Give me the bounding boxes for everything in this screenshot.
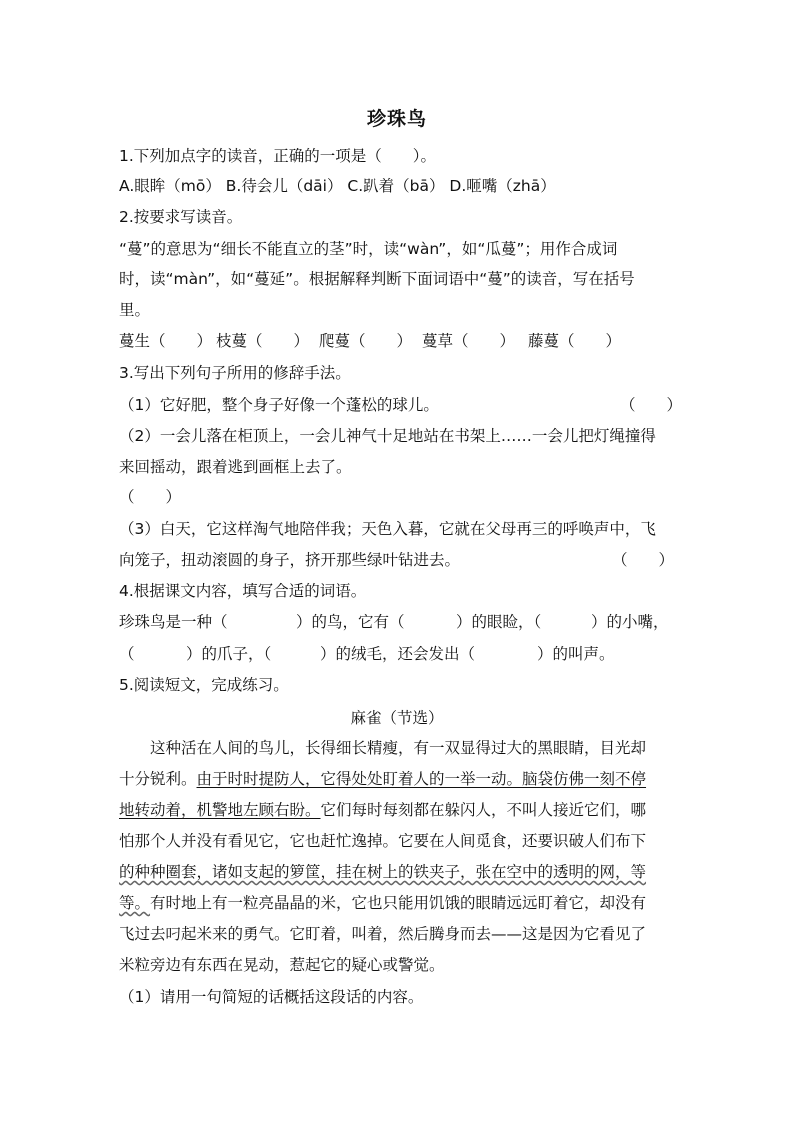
- wavy-underlined-text: 等。: [119, 894, 151, 912]
- passage-line-8: [119, 955, 445, 975]
- passage-line-2: [119, 769, 646, 789]
- q4-row1-seg2: ）的鸟，它有（: [296, 613, 405, 631]
- passage-line-7: [119, 924, 646, 944]
- q2-word-1: 蔓生（ ）: [119, 332, 213, 350]
- q2-stem: 2.按要求写读音。: [119, 208, 243, 226]
- q2-word-2: 枝蔓（ ）: [216, 332, 310, 350]
- q4-row2-seg1: （: [119, 645, 135, 663]
- q2-paragraph-line2: 时，读“màn”，如“蔓延”。根据解释判断下面词语中“蔓”的读音，写在括号: [119, 270, 635, 288]
- q3-sentence-1: （1）它好肥，整个身子好像一个蓬松的球儿。: [119, 396, 439, 414]
- wavy-underlined-text: 的种种圈套，诸如支起的箩筐，挂在树上的铁夹子，张在空中的透明的网，等: [119, 863, 647, 881]
- q1-options: A.眼眸（mō） B.待会儿（dāi） C.趴着（bā） D.咂嘴（zhā）: [119, 177, 556, 195]
- passage-text: 这种活在人间的鸟儿，长得细长精瘦，有一双显得过大的黑眼睛，目光却: [150, 739, 647, 757]
- q2-paragraph-line3: 里。: [119, 301, 151, 319]
- q3-answer-1: （ ）: [620, 396, 683, 414]
- q2-paragraph-line1: “蔓”的意思为“细长不能直立的茎”时，读“wàn”，如“瓜蔓”；用作合成词: [119, 240, 618, 258]
- q2-word-4: 蔓草（ ）: [422, 332, 516, 350]
- passage-line-6: [119, 893, 646, 913]
- passage-text: 有时地上有一粒亮晶晶的米，它也只能用饥饿的眼睛远远盯着它，却没有: [150, 894, 647, 912]
- q5-subquestion-1: （1）请用一句简短的话概括这段话的内容。: [119, 988, 424, 1006]
- passage-line-4: [119, 831, 646, 851]
- passage-title: 麻雀（节选）: [350, 709, 444, 727]
- passage-line-3: [119, 800, 646, 820]
- q3-answer-3: （ ）: [612, 551, 675, 569]
- q3-sentence-2-line1: （2）一会儿落在柜顶上，一会儿神气十足地站在书架上……一会儿把灯绳撞得: [119, 427, 656, 445]
- q1-stem: 1.下列加点字的读音，正确的一项是（ ）。: [119, 147, 437, 165]
- q3-stem: 3.写出下列句子所用的修辞手法。: [119, 364, 351, 382]
- q5-stem: 5.阅读短文，完成练习。: [119, 676, 289, 694]
- q4-row1-seg1: 珍珠鸟是一种（: [119, 613, 228, 631]
- passage-text: 它们每时每刻都在躲闪人，不叫人接近它们，哪: [320, 801, 647, 819]
- underlined-sentence: 由于时时提防人，它得处处盯着人的一举一动。脑袋仿佛一刻不停: [196, 770, 647, 788]
- passage-text: 米粒旁边有东西在晃动，惹起它的疑心或警觉。: [119, 956, 445, 974]
- q3-sentence-3-line2: 向笼子，扭动滚圆的身子，挤开那些绿叶钻进去。: [119, 551, 461, 569]
- q4-row2-seg3: ）的绒毛，还会发出（: [320, 645, 476, 663]
- passage-text: 十分锐利。: [119, 770, 197, 788]
- q4-row1-seg3: ）的眼睑，（: [456, 613, 542, 631]
- passage-line-5: [119, 862, 646, 882]
- q3-sentence-2-line2: 来回摇动，跟着逃到画框上去了。: [119, 458, 352, 476]
- q4-row2-seg4: ）的叫声。: [537, 645, 615, 663]
- passage-text: 怕那个人并没有看见它，它也赶忙逸掉。它要在人间觅食，还要识破人们布下: [119, 832, 647, 850]
- q3-answer-2: （ ）: [119, 488, 182, 506]
- q4-row2-seg2: ）的爪子，（: [186, 645, 272, 663]
- page-title: 珍珠鸟: [366, 108, 427, 130]
- q4-row1-seg4: ）的小嘴，: [591, 613, 669, 631]
- q2-word-5: 藤蔓（ ）: [528, 332, 622, 350]
- passage-text: 飞过去叼起米来的勇气。它盯着，叫着，然后腾身而去——这是因为它看见了: [119, 925, 647, 943]
- q2-word-3: 爬蔓（ ）: [319, 332, 413, 350]
- q4-stem: 4.根据课文内容，填写合适的词语。: [119, 582, 367, 600]
- q3-sentence-3-line1: （3）白天，它这样淘气地陪伴我；天色入暮，它就在父母再三的呼唤声中，飞: [119, 520, 656, 538]
- underlined-sentence: 地转动着，机警地左顾右盼。: [119, 801, 321, 819]
- passage-line-1: [150, 738, 673, 758]
